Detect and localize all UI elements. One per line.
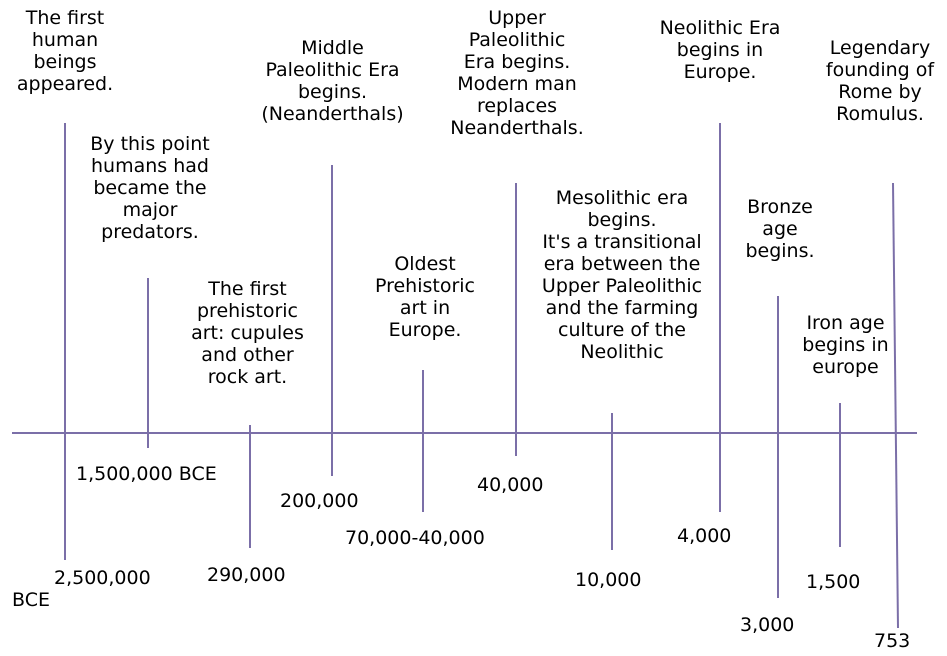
event-label: By this point humans had became the major predators. <box>90 133 210 243</box>
event-date: 4,000 <box>677 525 732 547</box>
event-date: 753 <box>874 630 911 652</box>
event-label: The first human beings appeared. <box>16 7 114 95</box>
event-label: Mesolithic era begins. It's a transitional era between the Upper Paleolithic and the farming culture of the Neolithic <box>541 187 703 363</box>
event-label: The first prehistoric art: cupules and other rock art. <box>191 278 304 388</box>
event-date: 290,000 <box>207 564 286 586</box>
event-tick <box>893 183 898 628</box>
event-label: Bronze age begins. <box>745 196 815 262</box>
event-date: 2,500,000 BCE <box>12 567 151 611</box>
event-label: Iron age begins in europe <box>802 312 889 378</box>
event-label: Legendary founding of Rome by Romulus. <box>825 37 935 125</box>
event-label: Neolithic Era begins in Europe. <box>659 17 781 83</box>
event-label: Middle Paleolithic Era begins. (Neanderthals) <box>261 37 404 125</box>
event-date: 1,500 <box>806 571 861 593</box>
event-date: 40,000 <box>477 474 544 496</box>
event-label: Oldest Prehistoric art in Europe. <box>374 253 476 341</box>
event-date: 70,000-40,000 <box>345 527 485 549</box>
event-label: Upper Paleolithic Era begins. Modern man replaces Neanderthals. <box>450 7 584 139</box>
event-date: 10,000 <box>575 569 642 591</box>
event-date: 200,000 <box>280 490 359 512</box>
event-date: 1,500,000 BCE <box>76 463 217 485</box>
event-date: 3,000 <box>740 614 795 636</box>
